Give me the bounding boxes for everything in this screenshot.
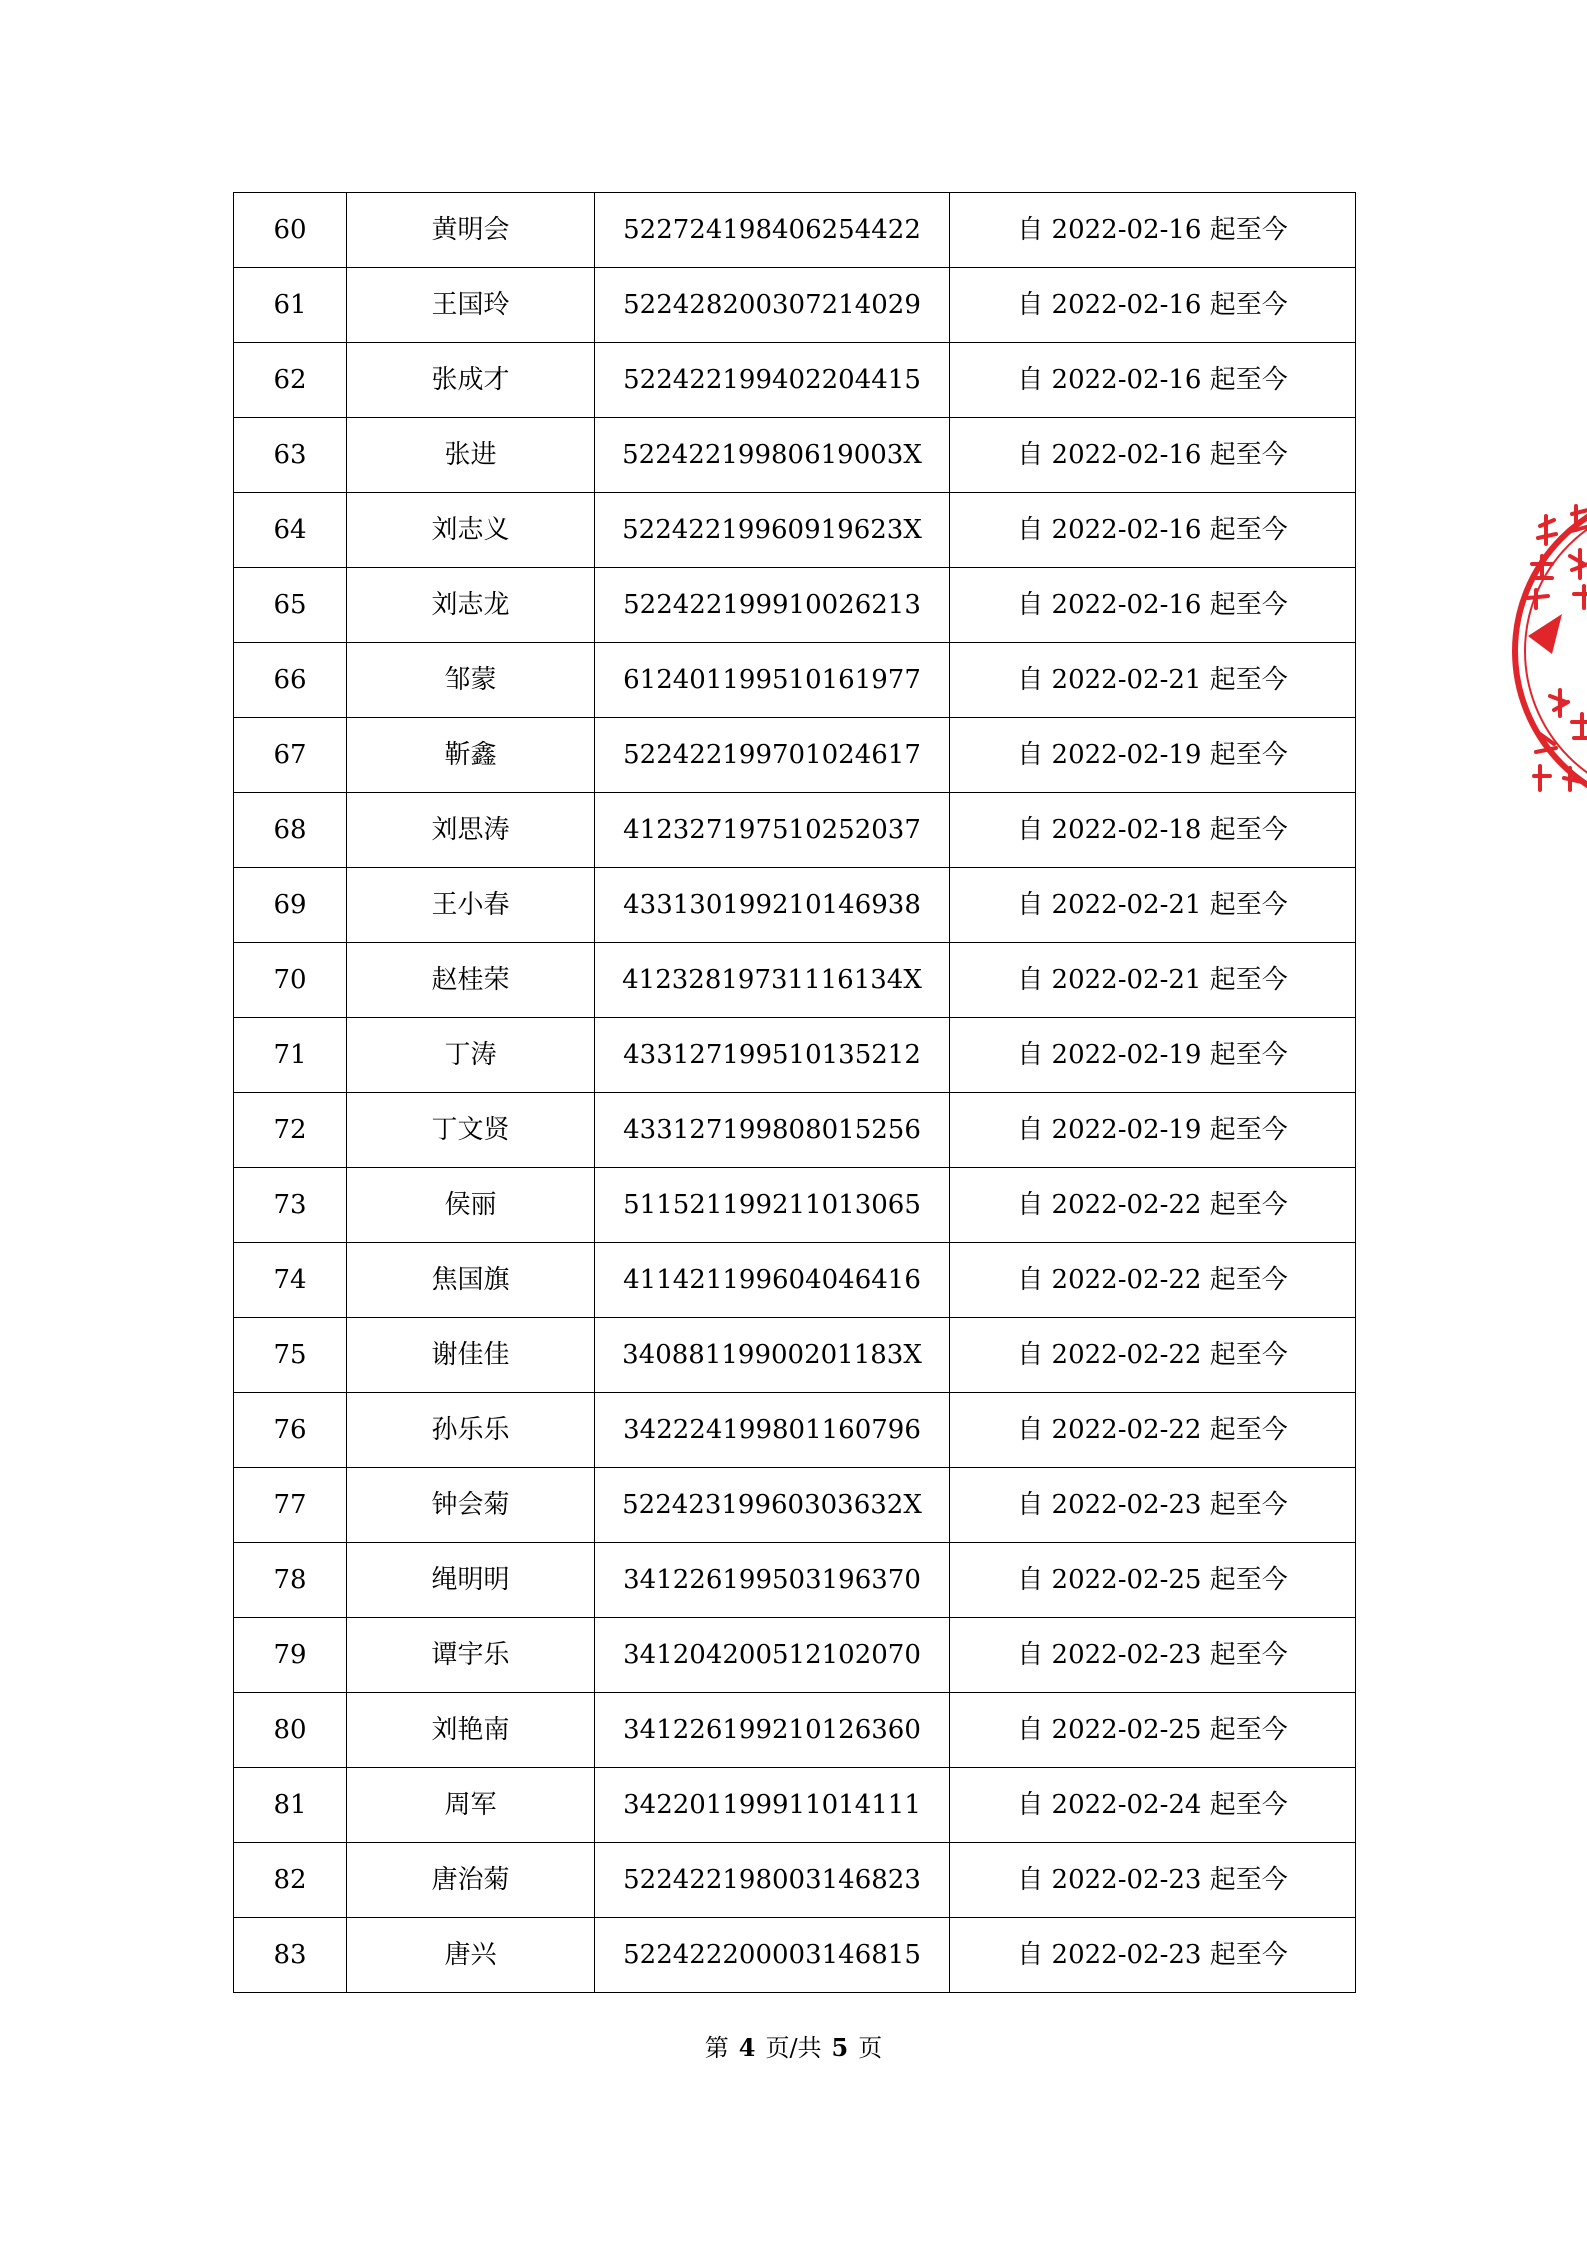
period-date: 2022-02-18 (1051, 815, 1202, 845)
period-date: 2022-02-16 (1051, 515, 1202, 545)
name-cell: 孙乐乐 (347, 1393, 595, 1468)
period-from: 自 (1017, 1115, 1044, 1145)
employment-period-cell (950, 1318, 1356, 1393)
period-date: 2022-02-21 (1051, 890, 1202, 920)
name-cell: 谭宇乐 (347, 1618, 595, 1693)
table-row (234, 1168, 1356, 1243)
name-cell: 刘志义 (347, 493, 595, 568)
employment-period-cell (950, 343, 1356, 418)
period-date: 2022-02-19 (1051, 740, 1202, 770)
id-number-cell: 342224199801160796 (595, 1393, 950, 1468)
employment-period-cell (950, 868, 1356, 943)
table-row (234, 943, 1356, 1018)
table-row (234, 1843, 1356, 1918)
row-number-cell: 65 (234, 568, 347, 643)
name-cell: 唐治菊 (347, 1843, 595, 1918)
period-date: 2022-02-19 (1051, 1115, 1202, 1145)
period-from: 自 (1017, 215, 1044, 245)
period-date: 2022-02-25 (1051, 1715, 1202, 1745)
row-number-cell: 64 (234, 493, 347, 568)
period-date: 2022-02-22 (1051, 1190, 1202, 1220)
name-cell: 邹蒙 (347, 643, 595, 718)
employment-period-cell (950, 718, 1356, 793)
period-until: 起至今 (1209, 665, 1288, 695)
period-until: 起至今 (1209, 890, 1288, 920)
employment-period-cell (950, 793, 1356, 868)
table-row (234, 1393, 1356, 1468)
table-row (234, 1318, 1356, 1393)
footer-suffix: 页 (858, 2034, 883, 2062)
table-row (234, 193, 1356, 268)
id-number-cell: 34088119900201183X (595, 1318, 950, 1393)
row-number-cell: 74 (234, 1243, 347, 1318)
row-number-cell: 78 (234, 1543, 347, 1618)
page-footer (0, 2028, 1587, 2063)
table-row (234, 568, 1356, 643)
row-number-cell: 83 (234, 1918, 347, 1993)
period-from: 自 (1017, 1790, 1044, 1820)
period-date: 2022-02-21 (1051, 665, 1202, 695)
employment-period-cell (950, 1768, 1356, 1843)
footer-middle: 页/共 (765, 2034, 822, 2062)
name-cell: 侯丽 (347, 1168, 595, 1243)
row-number-cell: 71 (234, 1018, 347, 1093)
row-number-cell: 67 (234, 718, 347, 793)
table-row (234, 493, 1356, 568)
table-row (234, 1243, 1356, 1318)
id-number-cell: 522422199910026213 (595, 568, 950, 643)
period-from: 自 (1017, 515, 1044, 545)
row-number-cell: 72 (234, 1093, 347, 1168)
period-until: 起至今 (1209, 440, 1288, 470)
period-until: 起至今 (1209, 290, 1288, 320)
period-until: 起至今 (1209, 1415, 1288, 1445)
period-from: 自 (1017, 1265, 1044, 1295)
table-row (234, 1918, 1356, 1993)
period-from: 自 (1017, 1040, 1044, 1070)
table-row (234, 1768, 1356, 1843)
period-from: 自 (1017, 440, 1044, 470)
period-date: 2022-02-23 (1051, 1940, 1202, 1970)
period-date: 2022-02-16 (1051, 365, 1202, 395)
id-number-cell: 342201199911014111 (595, 1768, 950, 1843)
table-row (234, 418, 1356, 493)
name-cell: 张成才 (347, 343, 595, 418)
period-date: 2022-02-25 (1051, 1565, 1202, 1595)
row-number-cell: 68 (234, 793, 347, 868)
name-cell: 绳明明 (347, 1543, 595, 1618)
id-number-cell: 612401199510161977 (595, 643, 950, 718)
id-number-cell: 52242319960303632X (595, 1468, 950, 1543)
employment-period-cell (950, 1543, 1356, 1618)
id-number-cell: 341226199503196370 (595, 1543, 950, 1618)
table-row (234, 793, 1356, 868)
name-cell: 谢佳佳 (347, 1318, 595, 1393)
period-until: 起至今 (1209, 1040, 1288, 1070)
name-cell: 赵桂荣 (347, 943, 595, 1018)
period-date: 2022-02-16 (1051, 440, 1202, 470)
row-number-cell: 69 (234, 868, 347, 943)
row-number-cell: 80 (234, 1693, 347, 1768)
table-row (234, 268, 1356, 343)
id-number-cell: 522422199402204415 (595, 343, 950, 418)
name-cell: 张进 (347, 418, 595, 493)
period-until: 起至今 (1209, 1190, 1288, 1220)
row-number-cell: 66 (234, 643, 347, 718)
employment-period-cell (950, 1093, 1356, 1168)
period-date: 2022-02-22 (1051, 1415, 1202, 1445)
period-until: 起至今 (1209, 1715, 1288, 1745)
footer-prefix: 第 (704, 2034, 729, 2062)
employment-period-cell (950, 1243, 1356, 1318)
id-number-cell: 522428200307214029 (595, 268, 950, 343)
period-until: 起至今 (1209, 1115, 1288, 1145)
period-from: 自 (1017, 1940, 1044, 1970)
period-until: 起至今 (1209, 515, 1288, 545)
period-from: 自 (1017, 965, 1044, 995)
row-number-cell: 79 (234, 1618, 347, 1693)
period-until: 起至今 (1209, 590, 1288, 620)
period-from: 自 (1017, 740, 1044, 770)
period-from: 自 (1017, 665, 1044, 695)
period-from: 自 (1017, 1340, 1044, 1370)
period-from: 自 (1017, 1190, 1044, 1220)
name-cell: 刘思涛 (347, 793, 595, 868)
table-row (234, 1018, 1356, 1093)
period-date: 2022-02-23 (1051, 1640, 1202, 1670)
period-until: 起至今 (1209, 1640, 1288, 1670)
employment-period-cell (950, 943, 1356, 1018)
period-from: 自 (1017, 290, 1044, 320)
period-until: 起至今 (1209, 815, 1288, 845)
id-number-cell: 52242219960919623X (595, 493, 950, 568)
id-number-cell: 41232819731116134X (595, 943, 950, 1018)
period-date: 2022-02-23 (1051, 1865, 1202, 1895)
row-number-cell: 82 (234, 1843, 347, 1918)
name-cell: 王小春 (347, 868, 595, 943)
name-cell: 刘志龙 (347, 568, 595, 643)
table-row (234, 718, 1356, 793)
id-number-cell: 341204200512102070 (595, 1618, 950, 1693)
id-number-cell: 433127199510135212 (595, 1018, 950, 1093)
employment-period-cell (950, 1618, 1356, 1693)
period-from: 自 (1017, 815, 1044, 845)
official-seal-stamp (1510, 486, 1587, 816)
id-number-cell: 522422199701024617 (595, 718, 950, 793)
footer-total-pages: 5 (831, 2033, 849, 2062)
id-number-cell: 433130199210146938 (595, 868, 950, 943)
period-from: 自 (1017, 365, 1044, 395)
employment-period-cell (950, 1918, 1356, 1993)
table-row (234, 868, 1356, 943)
period-until: 起至今 (1209, 1340, 1288, 1370)
period-date: 2022-02-16 (1051, 215, 1202, 245)
period-until: 起至今 (1209, 1940, 1288, 1970)
period-until: 起至今 (1209, 965, 1288, 995)
name-cell: 刘艳南 (347, 1693, 595, 1768)
name-cell: 周军 (347, 1768, 595, 1843)
employment-period-cell (950, 643, 1356, 718)
period-date: 2022-02-22 (1051, 1265, 1202, 1295)
id-number-cell: 522422198003146823 (595, 1843, 950, 1918)
period-from: 自 (1017, 590, 1044, 620)
row-number-cell: 77 (234, 1468, 347, 1543)
id-number-cell: 522422200003146815 (595, 1918, 950, 1993)
employment-period-cell (950, 1393, 1356, 1468)
period-date: 2022-02-24 (1051, 1790, 1202, 1820)
employment-period-cell (950, 1018, 1356, 1093)
name-cell: 靳鑫 (347, 718, 595, 793)
row-number-cell: 73 (234, 1168, 347, 1243)
seal-icon (1510, 486, 1587, 816)
period-date: 2022-02-19 (1051, 1040, 1202, 1070)
id-number-cell: 411421199604046416 (595, 1243, 950, 1318)
name-cell: 丁涛 (347, 1018, 595, 1093)
id-number-cell: 511521199211013065 (595, 1168, 950, 1243)
employment-period-cell (950, 568, 1356, 643)
row-number-cell: 63 (234, 418, 347, 493)
name-cell: 钟会菊 (347, 1468, 595, 1543)
period-from: 自 (1017, 890, 1044, 920)
period-from: 自 (1017, 1865, 1044, 1895)
period-until: 起至今 (1209, 1790, 1288, 1820)
period-date: 2022-02-16 (1051, 590, 1202, 620)
period-date: 2022-02-23 (1051, 1490, 1202, 1520)
table-row (234, 1093, 1356, 1168)
employment-period-cell (950, 493, 1356, 568)
id-number-cell: 522724198406254422 (595, 193, 950, 268)
name-cell: 丁文贤 (347, 1093, 595, 1168)
employment-period-cell (950, 268, 1356, 343)
id-number-cell: 433127199808015256 (595, 1093, 950, 1168)
table-row (234, 1468, 1356, 1543)
period-until: 起至今 (1209, 1865, 1288, 1895)
period-from: 自 (1017, 1640, 1044, 1670)
employment-period-cell (950, 1843, 1356, 1918)
name-cell: 唐兴 (347, 1918, 595, 1993)
period-until: 起至今 (1209, 215, 1288, 245)
employment-period-cell (950, 418, 1356, 493)
table-row (234, 1693, 1356, 1768)
employment-period-cell (950, 1693, 1356, 1768)
table-row (234, 643, 1356, 718)
employee-table (233, 192, 1356, 1993)
row-number-cell: 62 (234, 343, 347, 418)
employment-period-cell (950, 193, 1356, 268)
period-until: 起至今 (1209, 740, 1288, 770)
period-from: 自 (1017, 1715, 1044, 1745)
table-row (234, 1543, 1356, 1618)
period-from: 自 (1017, 1490, 1044, 1520)
row-number-cell: 81 (234, 1768, 347, 1843)
name-cell: 黄明会 (347, 193, 595, 268)
period-until: 起至今 (1209, 1490, 1288, 1520)
period-from: 自 (1017, 1415, 1044, 1445)
row-number-cell: 61 (234, 268, 347, 343)
id-number-cell: 412327197510252037 (595, 793, 950, 868)
row-number-cell: 70 (234, 943, 347, 1018)
footer-current-page: 4 (738, 2033, 756, 2062)
employee-table-body (234, 193, 1356, 1993)
table-row (234, 343, 1356, 418)
period-until: 起至今 (1209, 1565, 1288, 1595)
period-date: 2022-02-16 (1051, 290, 1202, 320)
name-cell: 焦国旗 (347, 1243, 595, 1318)
period-until: 起至今 (1209, 365, 1288, 395)
employment-period-cell (950, 1168, 1356, 1243)
row-number-cell: 75 (234, 1318, 347, 1393)
period-date: 2022-02-21 (1051, 965, 1202, 995)
id-number-cell: 52242219980619003X (595, 418, 950, 493)
period-date: 2022-02-22 (1051, 1340, 1202, 1370)
id-number-cell: 341226199210126360 (595, 1693, 950, 1768)
employment-period-cell (950, 1468, 1356, 1543)
period-until: 起至今 (1209, 1265, 1288, 1295)
table-row (234, 1618, 1356, 1693)
row-number-cell: 76 (234, 1393, 347, 1468)
name-cell: 王国玲 (347, 268, 595, 343)
period-from: 自 (1017, 1565, 1044, 1595)
row-number-cell: 60 (234, 193, 347, 268)
